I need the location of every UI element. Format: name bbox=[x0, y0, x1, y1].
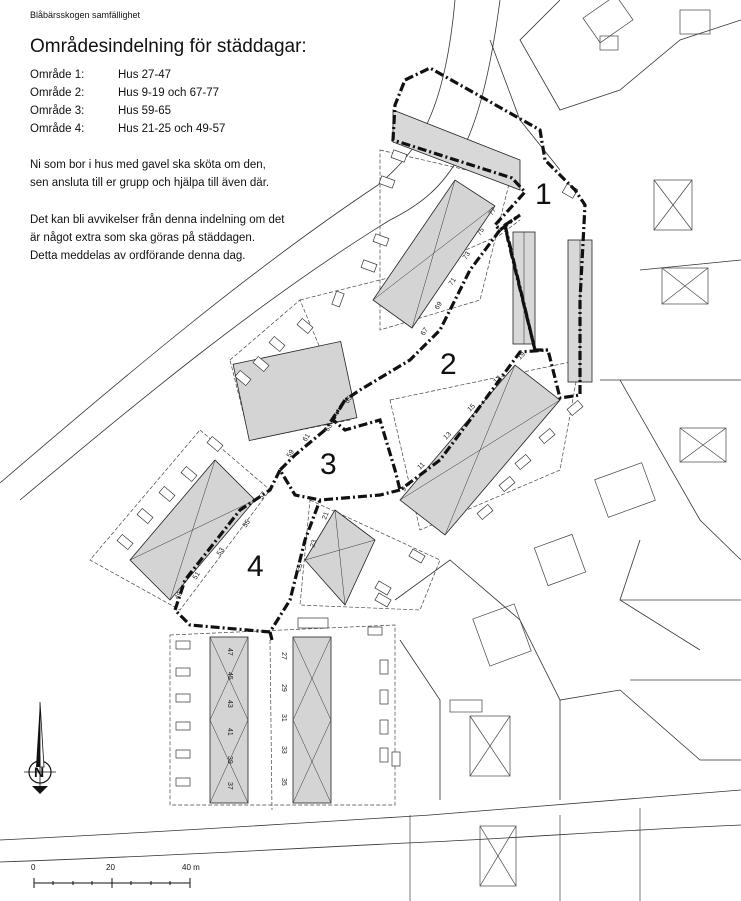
scale-label-20: 20 bbox=[106, 863, 115, 872]
house-number-71: 71 bbox=[447, 276, 459, 288]
instruction-line: Ni som bor i hus med gavel ska sköta om den, bbox=[30, 159, 266, 171]
house-number-27: 27 bbox=[280, 652, 287, 660]
house-number-31: 31 bbox=[280, 714, 287, 722]
house-blocks bbox=[130, 180, 560, 803]
area-legend bbox=[30, 66, 225, 138]
house-number-13: 13 bbox=[442, 430, 453, 442]
house-number-37: 37 bbox=[226, 782, 233, 790]
legend-row-1 bbox=[30, 66, 225, 84]
house-number-45: 45 bbox=[226, 672, 233, 680]
area-3-boundary bbox=[280, 430, 400, 500]
legend-label: Område 2: bbox=[30, 87, 85, 99]
house-number-25: 25 bbox=[295, 562, 305, 573]
house-number-53: 53 bbox=[215, 546, 227, 558]
scale-label-40: 40 m bbox=[182, 863, 200, 872]
house-number-69: 69 bbox=[433, 300, 445, 312]
legend-row-3 bbox=[30, 102, 225, 120]
scale-bar bbox=[34, 878, 190, 888]
house-number-65: 65 bbox=[343, 394, 355, 406]
house-number-19: 19 bbox=[516, 350, 527, 362]
legend-houses: Hus 27-47 bbox=[118, 69, 172, 81]
house-number-51: 51 bbox=[191, 570, 203, 582]
legend-houses: Hus 21-25 och 49-57 bbox=[118, 123, 226, 135]
house-number-49: 49 bbox=[173, 590, 185, 602]
house-number-63: 63 bbox=[323, 422, 335, 434]
house-number-67: 67 bbox=[419, 326, 431, 338]
legend-label: Område 1: bbox=[30, 69, 85, 81]
house-number-23: 23 bbox=[309, 538, 319, 549]
house-number-75: 75 bbox=[475, 226, 487, 238]
compass-label: N bbox=[34, 764, 45, 780]
instruction-paragraph-2 bbox=[30, 211, 284, 265]
house-number-77: 77 bbox=[487, 206, 499, 218]
area-number-3: 3 bbox=[320, 448, 337, 481]
house-number-55: 55 bbox=[241, 518, 253, 530]
instruction-paragraph-1 bbox=[30, 156, 269, 192]
instruction-line: sen ansluta till er grupp och hjälpa till även där. bbox=[30, 177, 270, 189]
house-number-59: 59 bbox=[285, 448, 297, 460]
page-title: Områdesindelning för städdagar: bbox=[30, 36, 307, 57]
house-number-57: 57 bbox=[257, 490, 269, 502]
legend-label: Område 3: bbox=[30, 105, 85, 117]
house-number-17: 17 bbox=[492, 374, 503, 386]
house-number-43: 43 bbox=[226, 700, 233, 708]
house-number-9: 9 bbox=[400, 485, 409, 494]
house-number-61: 61 bbox=[301, 432, 313, 444]
organization-name: Blåbärsskogen samfällighet bbox=[30, 10, 141, 20]
compass-rose bbox=[24, 702, 56, 794]
legend-row-4 bbox=[30, 120, 225, 138]
house-number-29: 29 bbox=[280, 684, 287, 692]
instruction-line: är något extra som ska göras på städdagen. bbox=[30, 232, 256, 244]
instruction-line: Det kan bli avvikelser från denna indelning om det bbox=[30, 214, 285, 226]
scale-label-0: 0 bbox=[31, 863, 36, 872]
legend-row-2 bbox=[30, 84, 225, 102]
house-number-21: 21 bbox=[321, 510, 331, 521]
house-number-33: 33 bbox=[280, 746, 287, 754]
legend-label: Område 4: bbox=[30, 123, 85, 135]
area-number-2: 2 bbox=[440, 348, 457, 381]
legend-houses: Hus 9-19 och 67-77 bbox=[118, 87, 220, 99]
house-number-15: 15 bbox=[466, 402, 477, 414]
house-number-35: 35 bbox=[280, 778, 287, 786]
house-number-41: 41 bbox=[226, 728, 233, 736]
house-number-47: 47 bbox=[226, 648, 233, 656]
area-number-1: 1 bbox=[535, 178, 552, 211]
legend-houses: Hus 59-65 bbox=[118, 105, 172, 117]
house-number-73: 73 bbox=[461, 250, 473, 262]
instruction-line: Detta meddelas av ordförande denna dag. bbox=[30, 250, 246, 262]
house-number-11: 11 bbox=[416, 461, 427, 472]
area-number-4: 4 bbox=[247, 550, 264, 583]
house-number-39: 39 bbox=[226, 756, 233, 764]
